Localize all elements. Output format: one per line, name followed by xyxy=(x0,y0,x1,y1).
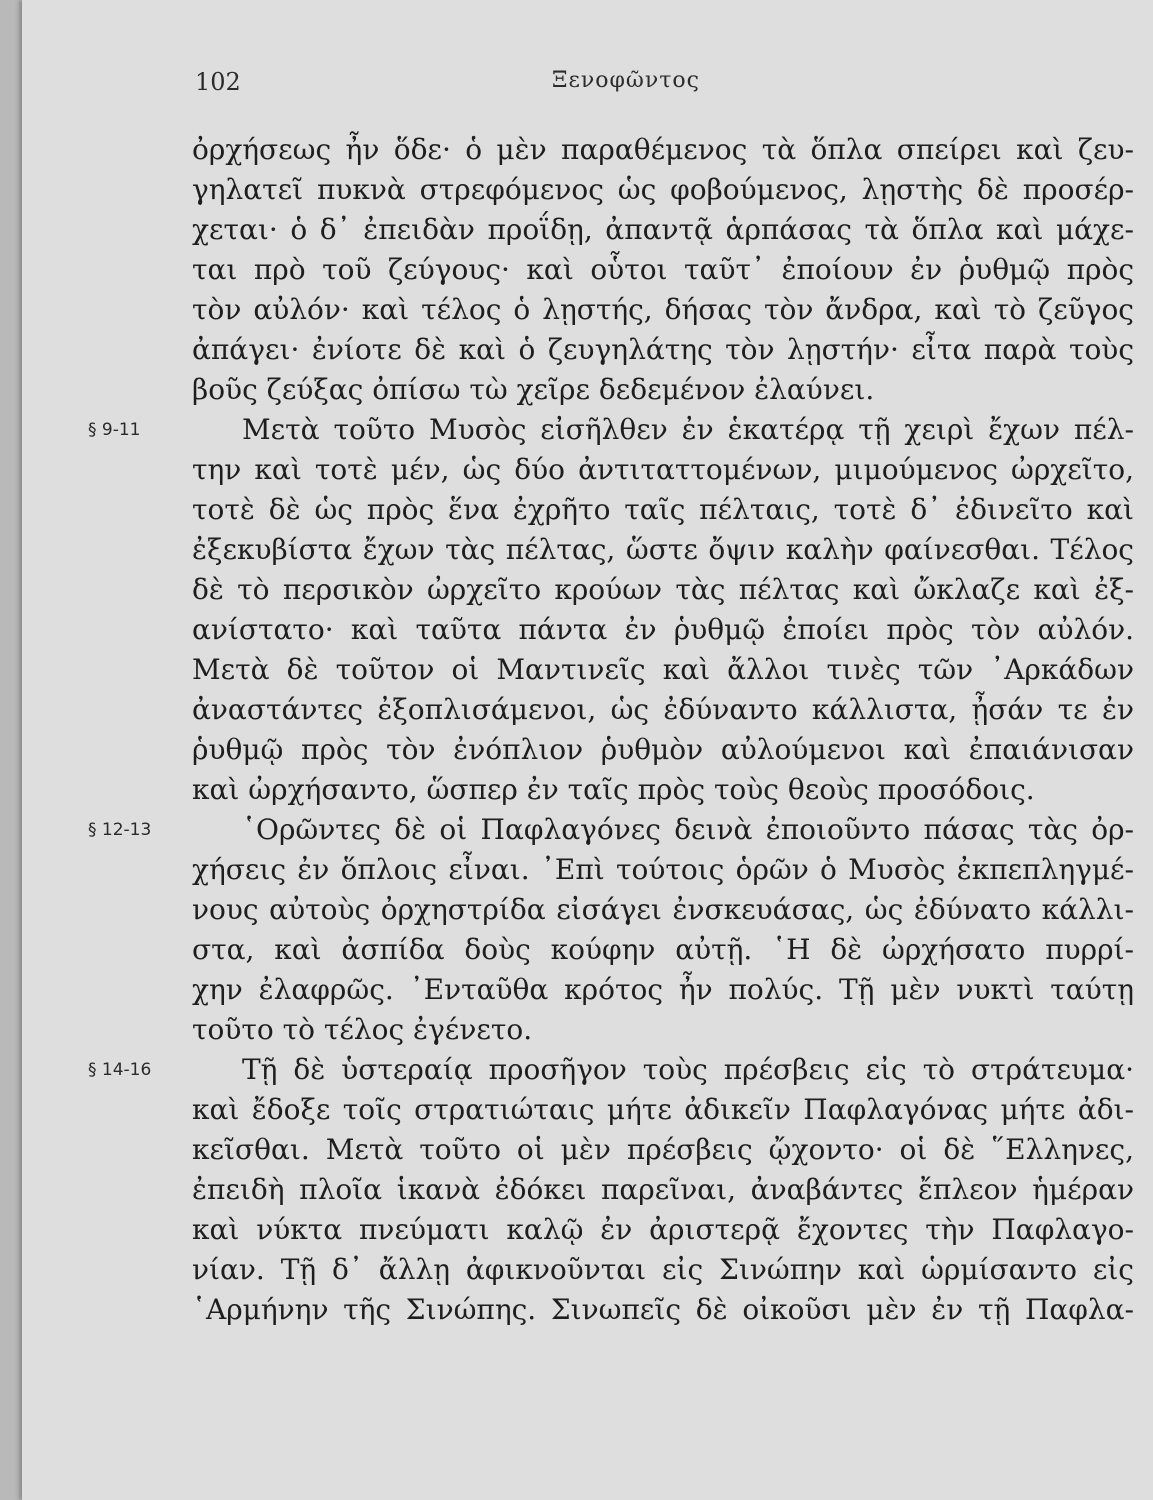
paragraph-first-line: Τῇ δὲ ὑστεραίᾳ προσῆγον τοὺς πρέσβεις εἰς τὸ στράτευμα· xyxy=(242,1053,1134,1086)
text-line: νους αὐτοὺς ὀρχηστρίδα εἰσάγει ἐνσκευάσας, ὡς ἐδύνατο κάλλι- xyxy=(192,893,1134,926)
text-line: ῾Αρμήνην τῆς Σινώπης. Σινωπεῖς δὲ οἰκοῦσι μὲν ἐν τῇ Παφλα- xyxy=(192,1293,1134,1326)
text-line: ὀρχήσεως ἦν ὅδε· ὁ μὲν παραθέμενος τὰ ὅπλα σπείρει καὶ ζευ- xyxy=(192,133,1134,166)
running-title: Ξενοφῶντος xyxy=(552,68,700,93)
page-number: 102 xyxy=(195,68,241,96)
text-line: χήσεις ἐν ὅπλοις εἶναι. ᾿Επὶ τούτοις ὁρῶν ὁ Μυσὸς ἐκπεπληγμέ- xyxy=(192,853,1134,886)
text-line: καὶ νύκτα πνεύματι καλῷ ἐν ἀριστερᾷ ἔχοντες τὴν Παφλαγο- xyxy=(192,1213,1134,1246)
text-line: βοῦς ζεύξας ὀπίσω τὼ χεῖρε δεδεμένον ἐλαύνει. xyxy=(192,373,875,406)
book-page xyxy=(22,0,1153,1500)
text-line: γηλατεῖ πυκνὰ στρεφόμενος ὡς φοβούμενος, λῃστὴς δὲ προσέρ- xyxy=(192,173,1134,206)
text-line: Μετὰ δὲ τοῦτον οἱ Μαντινεῖς καὶ ἄλλοι τινὲς τῶν ᾿Αρκάδων xyxy=(192,653,1134,686)
text-line: την καὶ τοτὲ μέν, ὡς δύο ἀντιταττομένων, μιμούμενος ὠρχεῖτο, xyxy=(192,453,1134,486)
text-line: ἐξεκυβίστα ἔχων τὰς πέλτας, ὥστε ὄψιν καλὴν φαίνεσθαι. Τέλος xyxy=(192,533,1134,566)
text-line: τοτὲ δὲ ὡς πρὸς ἕνα ἐχρῆτο ταῖς πέλταις, τοτὲ δ᾿ ἐδινεῖτο καὶ xyxy=(192,493,1134,526)
section-marker: § 14-16 xyxy=(88,1060,152,1080)
text-line: χεται· ὁ δ᾿ ἐπειδὰν προΐδῃ, ἀπαντᾷ ἁρπάσας τὰ ὅπλα καὶ μάχε- xyxy=(192,213,1134,246)
text-line: στα, καὶ ἀσπίδα δοὺς κούφην αὐτῇ. ῾Η δὲ ὠρχήσατο πυρρί- xyxy=(192,933,1134,966)
text-line: κεῖσθαι. Μετὰ τοῦτο οἱ μὲν πρέσβεις ᾤχοντο· οἱ δὲ ῞Ελληνες, xyxy=(192,1133,1134,1166)
text-line: τὸν αὐλόν· καὶ τέλος ὁ λῃστής, δήσας τὸν ἄνδρα, καὶ τὸ ζεῦγος xyxy=(192,293,1134,326)
text-line: ἀναστάντες ἐξοπλισάμενοι, ὡς ἐδύναντο κάλλιστα, ᾖσάν τε ἐν xyxy=(192,693,1134,726)
text-line: ῥυθμῷ πρὸς τὸν ἐνόπλιον ῥυθμὸν αὐλούμενοι καὶ ἐπαιάνισαν xyxy=(192,733,1134,766)
text-line: ται πρὸ τοῦ ζεύγους· καὶ οὗτοι ταῦτ᾿ ἐποίουν ἐν ῥυθμῷ πρὸς xyxy=(192,253,1134,286)
paragraph-first-line: ῾Ορῶντες δὲ οἱ Παφλαγόνες δεινὰ ἐποιοῦντο πάσας τὰς ὀρ- xyxy=(242,813,1134,846)
text-line: καὶ ἔδοξε τοῖς στρατιώταις μήτε ἀδικεῖν Παφλαγόνας μήτε ἀδι- xyxy=(192,1093,1134,1126)
text-line: δὲ τὸ περσικὸν ὠρχεῖτο κρούων τὰς πέλτας καὶ ὤκλαζε καὶ ἐξ- xyxy=(192,573,1134,606)
section-marker: § 9-11 xyxy=(88,420,141,440)
paragraph-first-line: Μετὰ τοῦτο Μυσὸς εἰσῆλθεν ἐν ἑκατέρᾳ τῇ χειρὶ ἔχων πέλ- xyxy=(242,413,1134,446)
page-header xyxy=(22,68,1153,108)
text-line: νίαν. Τῇ δ᾿ ἄλλῃ ἀφικνοῦνται εἰς Σινώπην καὶ ὡρμίσαντο εἰς xyxy=(192,1253,1134,1286)
text-line: καὶ ὠρχήσαντο, ὥσπερ ἐν ταῖς πρὸς τοὺς θεοὺς προσόδοις. xyxy=(192,773,1035,806)
text-line: ἀπάγει· ἐνίοτε δὲ καὶ ὁ ζευγηλάτης τὸν λῃστήν· εἶτα παρὰ τοὺς xyxy=(192,333,1134,366)
text-line: χην ἐλαφρῶς. ᾿Ενταῦθα κρότος ἦν πολύς. Τῇ μὲν νυκτὶ ταύτῃ xyxy=(192,973,1134,1006)
text-line: ἐπειδὴ πλοῖα ἱκανὰ ἐδόκει παρεῖναι, ἀναβάντες ἔπλεον ἡμέραν xyxy=(192,1173,1134,1206)
section-marker: § 12-13 xyxy=(88,820,152,840)
text-line: ανίστατο· καὶ ταῦτα πάντα ἐν ῥυθμῷ ἐποίει πρὸς τὸν αὐλόν. xyxy=(192,613,1134,646)
text-line: τοῦτο τὸ τέλος ἐγένετο. xyxy=(192,1013,533,1046)
